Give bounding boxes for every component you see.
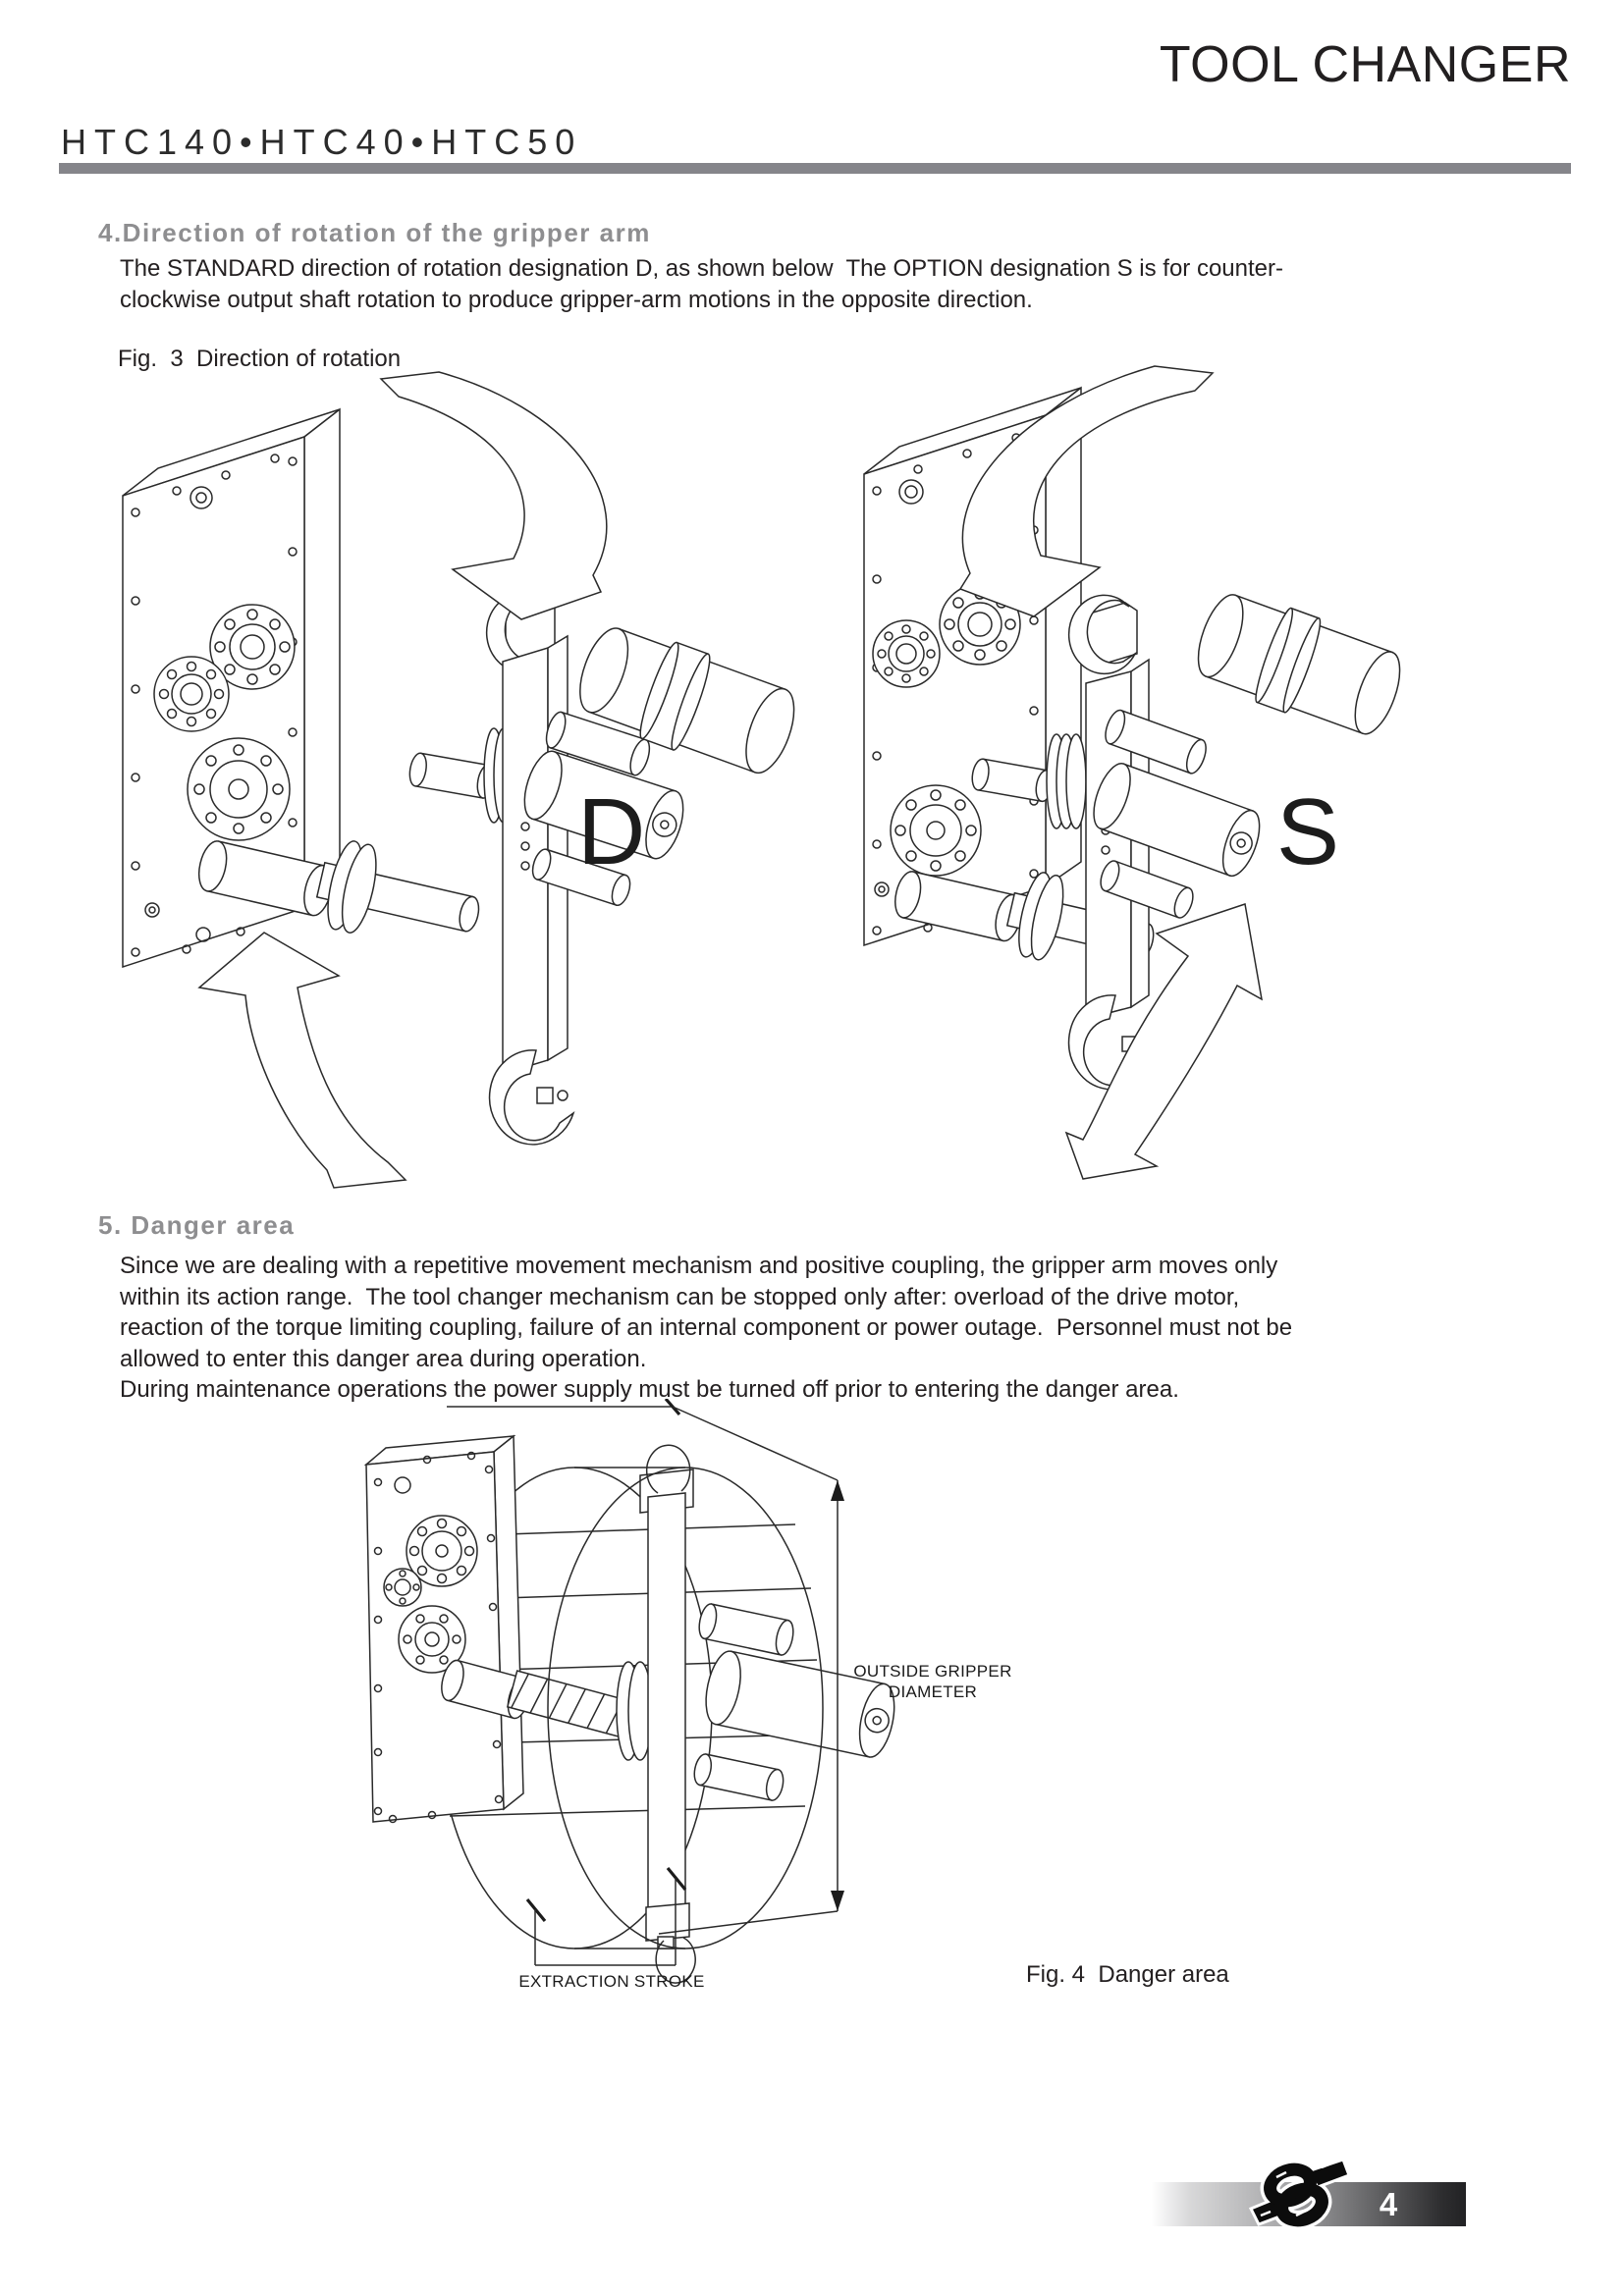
rotation-arrow-top bbox=[381, 372, 607, 619]
section4-paragraph bbox=[120, 253, 1283, 315]
gripper-arm bbox=[640, 1445, 695, 1983]
fig3-drawing-option-s bbox=[833, 359, 1500, 1199]
rotation-arrow-top bbox=[960, 366, 1213, 616]
model-numbers: HTC140•HTC40•HTC50 bbox=[61, 122, 583, 162]
body-line: allowed to enter this danger area during operation. bbox=[120, 1345, 647, 1372]
output-flange bbox=[188, 738, 290, 840]
bolt-flange bbox=[384, 1569, 421, 1606]
tool-cylinders bbox=[1086, 708, 1267, 920]
body-line: clockwise output shaft rotation to produce gripper-arm motions in the opposite direction. bbox=[120, 286, 1033, 313]
fig3-drawing-standard-d bbox=[93, 365, 839, 1214]
bolt-flange bbox=[873, 620, 940, 687]
tool-cylinders bbox=[692, 1602, 900, 1801]
direction-d-label: D bbox=[577, 779, 646, 884]
label-line: DIAMETER bbox=[888, 1682, 978, 1701]
page-number: 4 bbox=[1379, 2186, 1398, 2222]
tool-holder-cylinder bbox=[1187, 583, 1411, 746]
bolt-flange bbox=[154, 657, 229, 731]
direction-s-label: S bbox=[1276, 779, 1340, 884]
splined-shaft bbox=[508, 1671, 631, 1737]
body-line: The STANDARD direction of rotation designation D, as shown below The OPTION designation S is for counter- bbox=[120, 255, 1283, 282]
gearbox-plate bbox=[366, 1436, 523, 1823]
gripper-hook-bottom bbox=[490, 1050, 573, 1145]
input-shaft bbox=[194, 835, 488, 960]
label-line: OUTSIDE GRIPPER bbox=[853, 1662, 1012, 1681]
page-title: TOOL CHANGER bbox=[1159, 36, 1571, 93]
header-rule bbox=[59, 163, 1571, 174]
body-line: During maintenance operations the power supply must be turned off prior to entering the danger area. bbox=[120, 1376, 1179, 1403]
section5-paragraph bbox=[120, 1251, 1292, 1406]
brand-logo-icon bbox=[1239, 2146, 1357, 2248]
extraction-stroke-label: EXTRACTION STROKE bbox=[518, 1972, 705, 1991]
outside-gripper-diameter-label bbox=[839, 1661, 1026, 1702]
rotation-arrow-bottom bbox=[199, 933, 406, 1188]
section4-heading: 4.Direction of rotation of the gripper arm bbox=[98, 218, 651, 247]
body-line: within its action range. The tool changer mechanism can be stopped only after: overload of the drive motor, bbox=[120, 1283, 1240, 1310]
body-line: Since we are dealing with a repetitive movement mechanism and positive coupling, the gripper arm moves only bbox=[120, 1253, 1278, 1279]
fig4-caption: Fig. 4 Danger area bbox=[1026, 1961, 1229, 1988]
fig3-caption: Fig. 3 Direction of rotation bbox=[118, 346, 402, 372]
section5-heading: 5. Danger area bbox=[98, 1210, 296, 1240]
body-line: reaction of the torque limiting coupling, failure of an internal component or power outage. Personnel must not be bbox=[120, 1314, 1293, 1341]
fig4-danger-area-drawing bbox=[334, 1399, 1237, 2007]
output-flange bbox=[891, 785, 981, 876]
